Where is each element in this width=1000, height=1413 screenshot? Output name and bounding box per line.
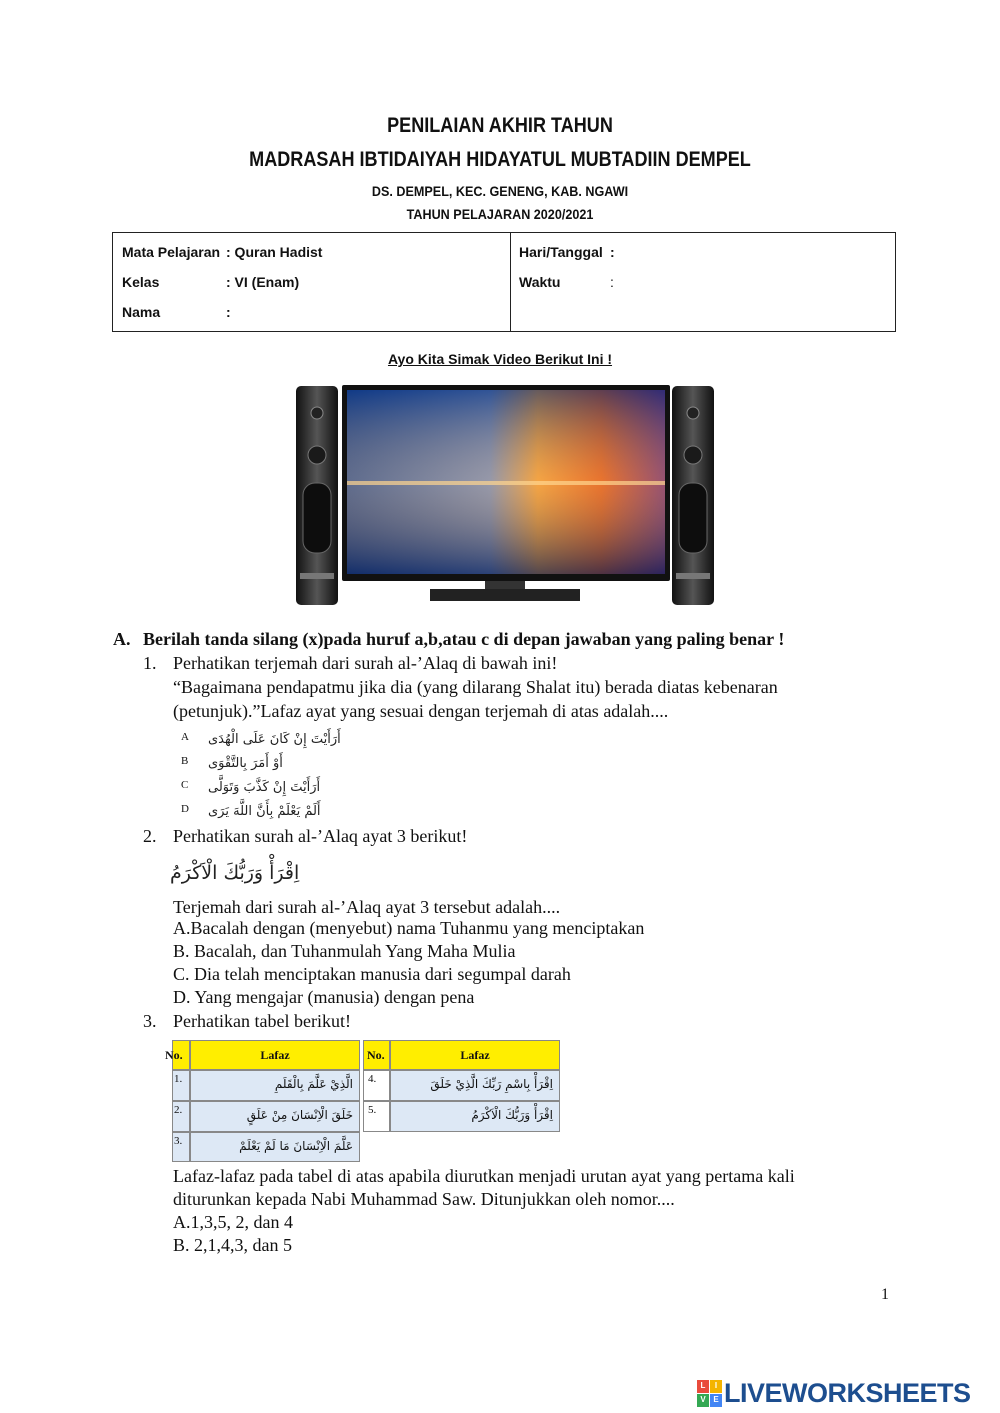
- answer-option-a[interactable]: A.1,3,5, 2, dan 4: [173, 1212, 293, 1232]
- arabic-option[interactable]: أَرَأَيْتَ إِنْ كَذَّبَ وَتَوَلَّى: [208, 780, 321, 795]
- answer-option-a[interactable]: A.Bacalah dengan (menyebut) nama Tuhanmu yang menciptakan: [173, 918, 645, 938]
- liveworksheets-logo[interactable]: [697, 1378, 971, 1408]
- table-cell-no: 4.: [363, 1070, 390, 1101]
- answer-option-c[interactable]: C. Dia telah menciptakan manusia dari segumpal darah: [173, 964, 571, 984]
- question-text: Perhatikan tabel berikut!: [173, 1011, 351, 1031]
- table-cell-lafaz: اِقْرَأْ بِاسْمِ رَبِّكَ الَّذِيْ خَلَقَ: [390, 1070, 560, 1101]
- table-cell-no: 2.: [172, 1101, 190, 1132]
- question-text: Lafaz-lafaz pada tabel di atas apabila diurutkan menjadi urutan ayat yang pertama kali: [173, 1166, 795, 1186]
- table-cell-lafaz: الَّذِيْ عَلَّمَ بِالْقَلَمِ: [190, 1070, 360, 1101]
- date-label: Hari/Tanggal: [519, 244, 603, 260]
- student-info-box: [112, 232, 896, 332]
- arabic-option[interactable]: أَوْ أَمَرَ بِالتَّقْوَى: [208, 756, 283, 771]
- time-label: Waktu: [519, 274, 561, 290]
- table-cell-lafaz: خَلَقَ الْاِنْسَانَ مِنْ عَلَقٍ: [190, 1101, 360, 1132]
- tv-video-player[interactable]: [290, 383, 720, 608]
- right-speaker: [672, 386, 714, 605]
- table-cell-no: 3.: [172, 1132, 190, 1162]
- table-cell-no: 5.: [363, 1101, 390, 1132]
- question-text: diturunkan kepada Nabi Muhammad Saw. Ditunjukkan oleh nomor....: [173, 1189, 675, 1209]
- option-letter[interactable]: D: [181, 803, 189, 815]
- exam-title: PENILAIAN AKHIR TAHUN: [387, 114, 613, 137]
- option-letter[interactable]: B: [181, 755, 189, 767]
- table-cell-lafaz: اِقْرَأْ وَرَبُّكَ الْاَكْرَمُ: [390, 1101, 560, 1132]
- table-header-lafaz: Lafaz: [190, 1040, 360, 1070]
- date-field[interactable]: :: [610, 244, 615, 260]
- time-field[interactable]: :: [610, 274, 614, 290]
- table-header-no: No.: [172, 1040, 190, 1070]
- table-header-lafaz: Lafaz: [390, 1040, 560, 1070]
- table-cell-lafaz: عَلَّمَ الْاِنْسَانَ مَا لَمْ يَعْلَمْ: [190, 1132, 360, 1162]
- option-letter[interactable]: A: [181, 731, 189, 743]
- info-divider: [510, 233, 511, 331]
- section-instruction-text: Berilah tanda silang (x)pada huruf a,b,atau c di depan jawaban yang paling benar !: [143, 629, 785, 649]
- subject-label: Mata Pelajaran: [122, 244, 221, 260]
- question-text: (petunjuk).”Lafaz ayat yang sesuai dengan terjemah di atas adalah....: [173, 701, 669, 721]
- question-text: Terjemah dari surah al-’Alaq ayat 3 tersebut adalah....: [173, 897, 561, 917]
- arabic-option[interactable]: أَلَمْ يَعْلَمْ بِأَنَّ اللَّهَ يَرَى: [208, 804, 321, 819]
- school-name: MADRASAH IBTIDAIYAH HIDAYATUL MUBTADIIN DEMPEL: [249, 148, 751, 171]
- question-text: “Bagaimana pendapatmu jika dia (yang dilarang Shalat itu) berada diatas kebenaran: [173, 677, 778, 697]
- question-number: 2.: [143, 826, 157, 846]
- question-text: Perhatikan surah al-’Alaq ayat 3 berikut!: [173, 826, 468, 846]
- question-number: 1.: [143, 653, 157, 673]
- answer-option-b[interactable]: B. 2,1,4,3, dan 5: [173, 1235, 292, 1255]
- answer-option-d[interactable]: D. Yang mengajar (manusia) dengan pena: [173, 987, 475, 1007]
- left-speaker: [296, 386, 338, 605]
- page-number: 1: [881, 1286, 889, 1303]
- answer-option-b[interactable]: B. Bacalah, dan Tuhanmulah Yang Maha Mulia: [173, 941, 516, 961]
- section-label: A.: [113, 629, 131, 649]
- name-label: Nama: [122, 304, 161, 320]
- class-value: : VI (Enam): [226, 274, 300, 290]
- arabic-option[interactable]: أَرَأَيْتَ إِنْ كَانَ عَلَى الْهُدَى: [208, 732, 341, 747]
- question-text: Perhatikan terjemah dari surah al-’Alaq di bawah ini!: [173, 653, 558, 673]
- liveworksheets-text: LIVEWORKSHEETS: [724, 1377, 971, 1408]
- arabic-verse: اِقْرَأْ وَرَبُّكَ الْاَكْرَمُ: [170, 862, 300, 884]
- subject-value: : Quran Hadist: [226, 244, 323, 260]
- question-number: 3.: [143, 1011, 157, 1031]
- tv-stand: [430, 581, 580, 601]
- table-header-no: No.: [363, 1040, 390, 1070]
- liveworksheets-icon: L I V E: [697, 1380, 721, 1406]
- name-field[interactable]: :: [226, 304, 231, 320]
- option-letter[interactable]: C: [181, 779, 189, 791]
- class-label: Kelas: [122, 274, 160, 290]
- academic-year: TAHUN PELAJARAN 2020/2021: [406, 206, 594, 222]
- video-title: Ayo Kita Simak Video Berikut Ini !: [387, 351, 613, 367]
- tv-screen[interactable]: [342, 385, 670, 581]
- school-address: DS. DEMPEL, KEC. GENENG, KAB. NGAWI: [371, 183, 629, 199]
- lafaz-table: [165, 1040, 560, 1162]
- section-a-instruction: [113, 629, 784, 650]
- table-cell-no: 1.: [172, 1070, 190, 1101]
